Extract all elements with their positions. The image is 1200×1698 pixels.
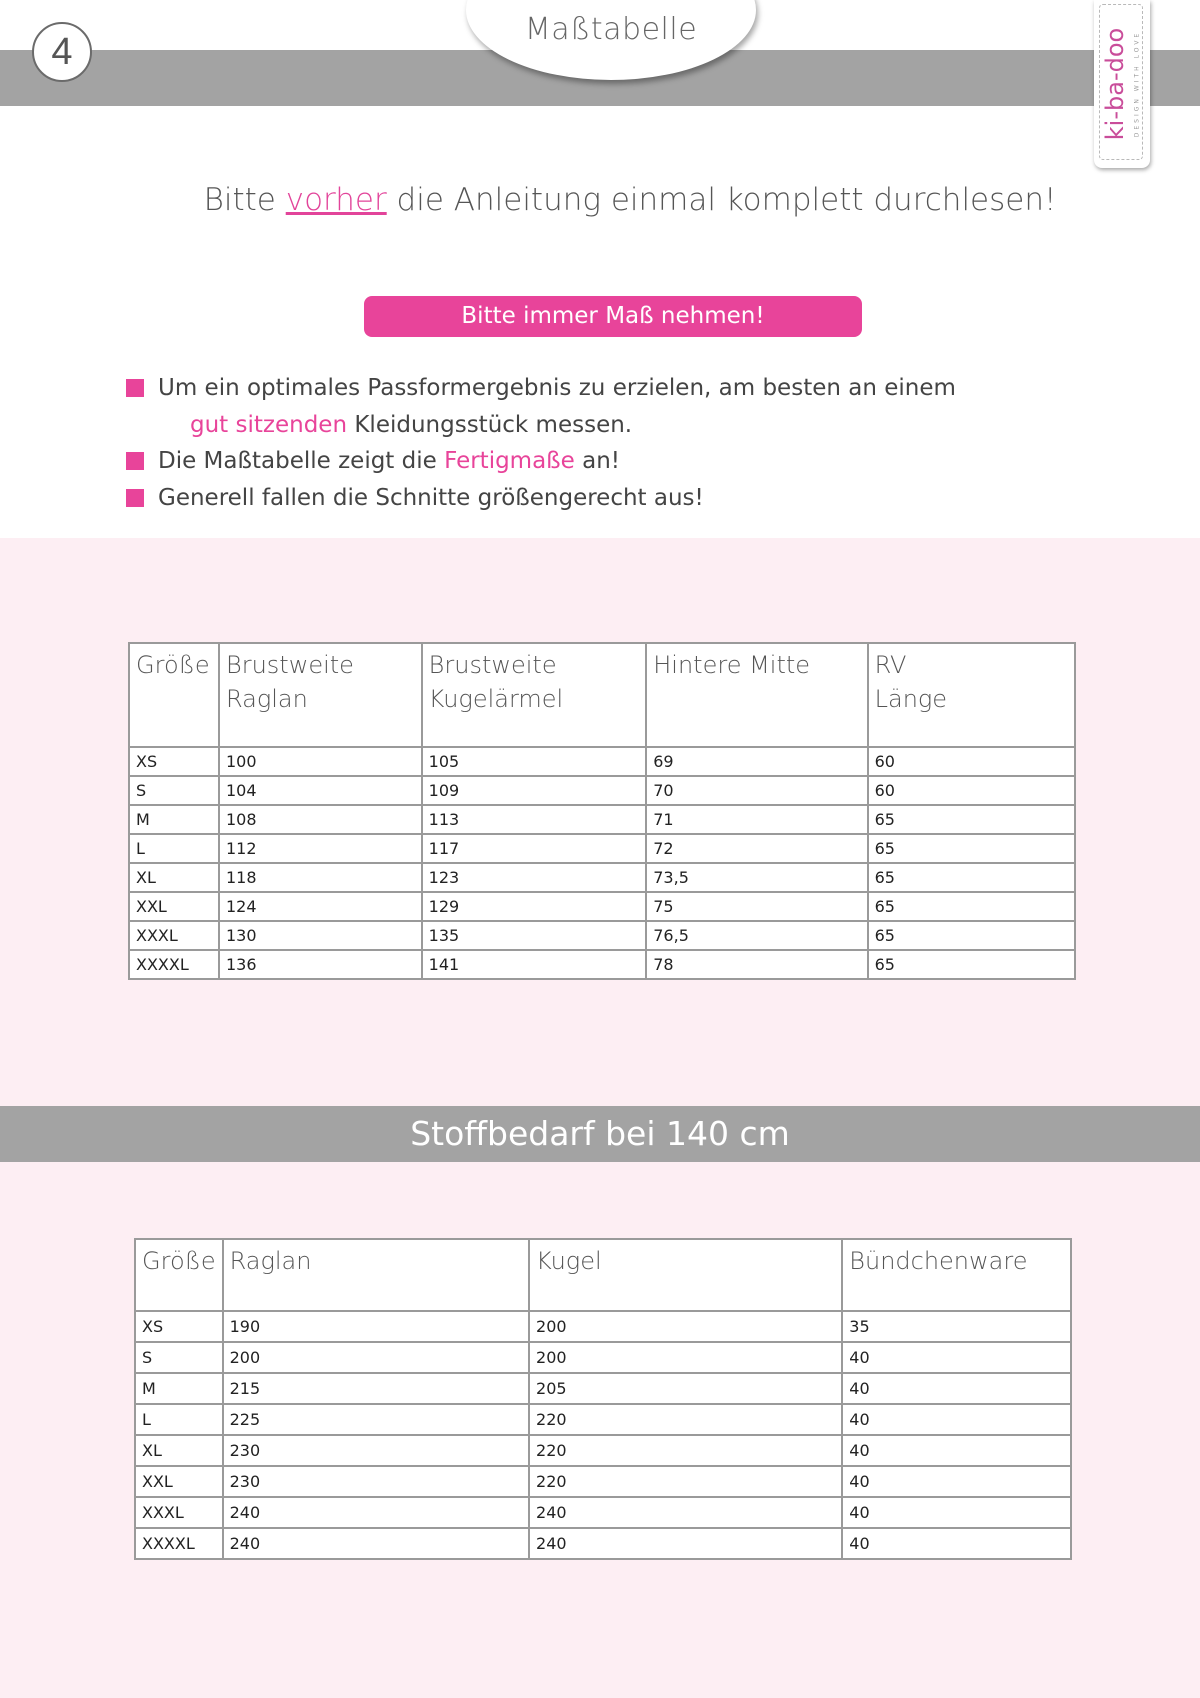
table-cell: XXXL bbox=[129, 921, 219, 950]
table-cell: 123 bbox=[422, 863, 647, 892]
bullet-item: Generell fallen die Schnitte größengerecht aus! bbox=[126, 480, 956, 517]
header-cell: Kugel bbox=[529, 1239, 842, 1311]
header-cell: Bündchenware bbox=[842, 1239, 1071, 1311]
table-cell: XXXL bbox=[135, 1497, 223, 1528]
table-cell: 40 bbox=[842, 1435, 1071, 1466]
table-cell: XS bbox=[129, 747, 219, 776]
table-cell: 113 bbox=[422, 805, 647, 834]
table-cell: 220 bbox=[529, 1404, 842, 1435]
table-cell: 65 bbox=[868, 921, 1075, 950]
table-cell: 71 bbox=[646, 805, 867, 834]
table-row bbox=[135, 1497, 1071, 1528]
table-cell: 130 bbox=[219, 921, 422, 950]
header-cell: Hintere Mitte bbox=[646, 643, 867, 747]
bullet-item: Um ein optimales Passformergebnis zu erzielen, am besten an einem bbox=[126, 370, 956, 407]
table-row bbox=[129, 834, 1075, 863]
table-cell: 65 bbox=[868, 863, 1075, 892]
table-cell: S bbox=[135, 1342, 223, 1373]
page-number-badge: 4 bbox=[32, 22, 92, 82]
table-cell: 40 bbox=[842, 1528, 1071, 1559]
measure-table bbox=[128, 642, 1076, 980]
table-cell: M bbox=[129, 805, 219, 834]
table-row bbox=[135, 1528, 1071, 1559]
table-cell: 78 bbox=[646, 950, 867, 979]
table-cell: XXL bbox=[135, 1466, 223, 1497]
table-cell: 100 bbox=[219, 747, 422, 776]
table-cell: 240 bbox=[529, 1528, 842, 1559]
table-cell: 65 bbox=[868, 834, 1075, 863]
table-cell: 190 bbox=[223, 1311, 529, 1342]
fabric-table bbox=[134, 1238, 1072, 1560]
table-row bbox=[129, 921, 1075, 950]
header-cell: Brustweite Kugelärmel bbox=[422, 643, 647, 747]
table-cell: 230 bbox=[223, 1466, 529, 1497]
table-cell: XXL bbox=[129, 892, 219, 921]
table-cell: 76,5 bbox=[646, 921, 867, 950]
table-cell: 136 bbox=[219, 950, 422, 979]
table-cell: 65 bbox=[868, 805, 1075, 834]
table-cell: 65 bbox=[868, 892, 1075, 921]
header-cell: Brustweite Raglan bbox=[219, 643, 422, 747]
table-cell: 205 bbox=[529, 1373, 842, 1404]
table-cell: 40 bbox=[842, 1342, 1071, 1373]
notice-banner: Bitte immer Maß nehmen! bbox=[364, 296, 862, 337]
fabric-section-title: Stoffbedarf bei 140 cm bbox=[0, 1106, 1200, 1162]
table-cell: 240 bbox=[223, 1528, 529, 1559]
table-cell: 200 bbox=[529, 1342, 842, 1373]
table-cell: 135 bbox=[422, 921, 647, 950]
table-cell: 225 bbox=[223, 1404, 529, 1435]
table-cell: 60 bbox=[868, 776, 1075, 805]
table-cell: 40 bbox=[842, 1373, 1071, 1404]
table-cell: 73,5 bbox=[646, 863, 867, 892]
table-cell: 240 bbox=[223, 1497, 529, 1528]
table-cell: 230 bbox=[223, 1435, 529, 1466]
table-cell: L bbox=[129, 834, 219, 863]
table-cell: 117 bbox=[422, 834, 647, 863]
header-cell: Größe bbox=[129, 643, 219, 747]
table-cell: 104 bbox=[219, 776, 422, 805]
table-cell: S bbox=[129, 776, 219, 805]
table-cell: 72 bbox=[646, 834, 867, 863]
table-cell: 141 bbox=[422, 950, 647, 979]
table-cell: 240 bbox=[529, 1497, 842, 1528]
table-row bbox=[129, 805, 1075, 834]
table-cell: 40 bbox=[842, 1404, 1071, 1435]
header-cell: RV Länge bbox=[868, 643, 1075, 747]
table-row bbox=[135, 1311, 1071, 1342]
bullet-square-icon bbox=[126, 489, 144, 507]
header-cell: Raglan bbox=[223, 1239, 529, 1311]
table-row bbox=[129, 863, 1075, 892]
bullet-item: Die Maßtabelle zeigt die Fertigmaße an! bbox=[126, 443, 956, 480]
header-cell: Größe bbox=[135, 1239, 223, 1311]
table-header-row bbox=[135, 1239, 1071, 1311]
table-row bbox=[129, 747, 1075, 776]
table-row bbox=[129, 776, 1075, 805]
table-row bbox=[135, 1404, 1071, 1435]
table-cell: XS bbox=[135, 1311, 223, 1342]
table-cell: 109 bbox=[422, 776, 647, 805]
table-cell: 70 bbox=[646, 776, 867, 805]
bullet-square-icon bbox=[126, 452, 144, 470]
table-cell: 124 bbox=[219, 892, 422, 921]
table-cell: 220 bbox=[529, 1466, 842, 1497]
brand-logo-tagline: DESIGN WITH LOVE bbox=[1133, 30, 1141, 138]
page-title: Maßtabelle bbox=[524, 12, 698, 47]
table-row bbox=[129, 892, 1075, 921]
table-cell: 40 bbox=[842, 1466, 1071, 1497]
table-cell: 40 bbox=[842, 1497, 1071, 1528]
table-row bbox=[135, 1466, 1071, 1497]
intro-text: Bitte vorher die Anleitung einmal komplett durchlesen! bbox=[203, 182, 1057, 218]
table-cell: 69 bbox=[646, 747, 867, 776]
table-cell: XXXXL bbox=[135, 1528, 223, 1559]
table-header-row bbox=[129, 643, 1075, 747]
table-cell: 118 bbox=[219, 863, 422, 892]
table-row bbox=[129, 950, 1075, 979]
table-cell: 200 bbox=[223, 1342, 529, 1373]
table-cell: 215 bbox=[223, 1373, 529, 1404]
table-cell: XXXXL bbox=[129, 950, 219, 979]
table-cell: 108 bbox=[219, 805, 422, 834]
table-row bbox=[135, 1342, 1071, 1373]
brand-logo-text: ki-ba-doo bbox=[1101, 27, 1129, 141]
intro-highlight: vorher bbox=[285, 182, 387, 218]
table-cell: XL bbox=[129, 863, 219, 892]
table-cell: 65 bbox=[868, 950, 1075, 979]
table-row bbox=[135, 1435, 1071, 1466]
table-row bbox=[135, 1373, 1071, 1404]
table-cell: 200 bbox=[529, 1311, 842, 1342]
table-cell: 112 bbox=[219, 834, 422, 863]
bullet-square-icon bbox=[126, 379, 144, 397]
table-cell: 75 bbox=[646, 892, 867, 921]
table-cell: 105 bbox=[422, 747, 647, 776]
table-cell: M bbox=[135, 1373, 223, 1404]
table-cell: 60 bbox=[868, 747, 1075, 776]
table-cell: L bbox=[135, 1404, 223, 1435]
table-cell: XL bbox=[135, 1435, 223, 1466]
bullet-list: Um ein optimales Passformergebnis zu erzielen, am besten an einem gut sitzenden Kleidungsstück messen. Die Maßtabelle zeigt die Fertigmaße an! Generell fallen die Schnitte größengerecht aus! bbox=[126, 370, 956, 516]
table-cell: 220 bbox=[529, 1435, 842, 1466]
table-cell: 129 bbox=[422, 892, 647, 921]
table-cell: 35 bbox=[842, 1311, 1071, 1342]
